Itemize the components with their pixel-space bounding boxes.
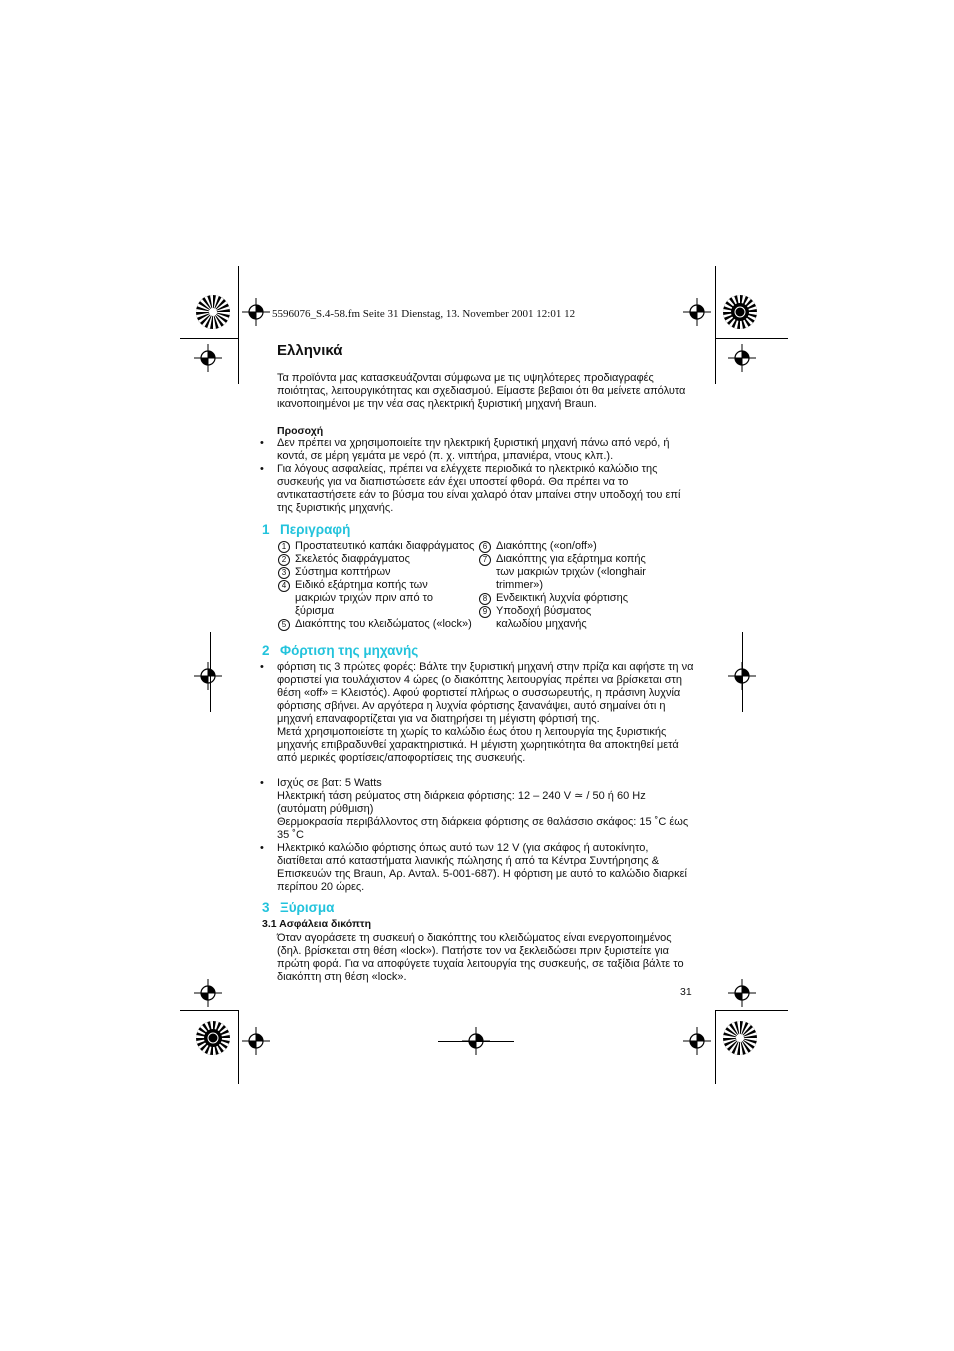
part-item: 8 Ενδεικτική λυχνία φόρτισης (479, 592, 649, 605)
registration-mark-icon (194, 979, 222, 1007)
part-item: 1 Προστατευτικό καπάκι διαφράγματος (278, 540, 483, 553)
crop-line (238, 1010, 239, 1084)
part-item: 5 Διακόπτης του κλειδώματος («lock») (278, 618, 483, 631)
color-target-icon (195, 294, 231, 330)
part-item: 6 Διακόπτης («on/off») (479, 540, 649, 553)
crop-line (715, 1010, 716, 1084)
color-target-icon (722, 294, 758, 330)
crop-line (715, 266, 716, 384)
section-heading-description: 1 Περιγραφή (262, 522, 351, 537)
registration-mark-icon (242, 298, 270, 326)
charging-item: • φόρτιση τις 3 πρώτες φορές: Βάλτε την ξυριστική μηχανή στην πρίζα και αφήστε τη να φορτιστεί για τουλάχιστον 4 ώρες (ο διακόπτης λειτουργίας πρέπει να βρίσκεται στη θέση «off» = Κλειστός). Αφού φορτιστεί πλήρως ο συσσωρευτής, η πράσινη λυχνία φόρτισης σβήνει. Αν αργότερα η λυχνία φόρτισης ξανανάψει, αυτό σημαίνει ότι η μηχανή επαναφορτίζεται για να διατηρήσει τη μέγιστη φόρτισή της. Μετά χρησιμοποιείστε τη χωρίς το καλώδιο έως ότου η λειτουργία της ξυριστικής μηχανής επιβραδυνθεί χαρακτηριστικά. Η μέγιστη χωρητικότητα θα αποκτηθεί μετά από μερικές φορτίσεις/αποφορτίσεις της συσκευής. (260, 661, 694, 764)
registration-mark-icon (194, 662, 222, 690)
parts-list-left (278, 540, 483, 631)
sub-heading-lock: 3.1 Ασφάλεια δικόπτη (262, 918, 372, 930)
bullet-marker: • (260, 437, 264, 449)
color-target-icon (195, 1020, 231, 1056)
part-item: 2 Σκελετός διαφράγματος (278, 553, 483, 566)
crop-line (180, 1010, 238, 1011)
color-target-icon (722, 1020, 758, 1056)
registration-mark-icon (462, 1027, 490, 1055)
registration-mark-icon (683, 1027, 711, 1055)
intro-paragraph: Τα προϊόντα μας κατασκευάζονται σύμφωνα με τις υψηλότερες προδιαγραφές ποιότητας, λειτουργικότητας και σχεδιασμού. Είμαστε βεβαιοι ότι θα μείνετε απόλυτα ικανοποιημένοι με την νέα σας ηλεκτρική ξυριστική μηχανή Braun. (277, 372, 686, 410)
part-item: 3 Σύστημα κοπτήρων (278, 566, 483, 579)
attention-heading: Προσοχή (277, 425, 324, 437)
registration-mark-icon (242, 1027, 270, 1055)
page-number: 31 (680, 986, 692, 998)
lock-paragraph: Όταν αγοράσετε τη συσκευή ο διακόπτης του κλειδώματος είναι ενεργοποιημένος (δηλ. βρίσκεται στη θέση «lock»). Πατήστε τον να ξεκλειδώσει πριν ξυριστείτε για πρώτη φορά. Για να αποφύγετε τυχαία λειτουργία της συσκευής, σε ταξίδια βάλτε το διακόπτη στη θέση «lock». (277, 932, 684, 983)
part-item: 7 Διακόπτης για εξάρτημα κοπής των μακριών τριχών («longhair trimmer») (479, 553, 649, 592)
attention-item: • Δεν πρέπει να χρησιμοποιείτε την ηλεκτρική ξυριστική μηχανή πάνω από νερό, ή κοντά, σε μέρη γεμάτα με νερό (π. χ. νιπτήρα, μπανιέρα, ντους κλπ.). (260, 437, 670, 462)
bullet-marker: • (260, 777, 264, 789)
bullet-marker: • (260, 661, 264, 673)
bullet-marker: • (260, 463, 264, 475)
crop-line (238, 266, 239, 384)
registration-mark-icon (728, 662, 756, 690)
registration-mark-icon (683, 298, 711, 326)
registration-mark-icon (194, 344, 222, 372)
registration-mark-icon (728, 344, 756, 372)
language-title: Ελληνικά (277, 342, 343, 359)
charging-item: • Ισχύς σε βατ: 5 Watts Ηλεκτρική τάση ρεύματος στη διάρκεια φόρτισης: 12 – 240 V ≃ / 50 ή 60 Hz (αυτόματη ρύθμιση) Θερμοκρασία περιβάλλοντος στη διάρκεια φόρτισης σε θαλάσσιο σκάφος: 15 ˚C έως 35 ˚C (260, 777, 689, 841)
section-heading-shaving: 3 Ξύρισμα (262, 900, 335, 915)
crop-line (716, 1010, 788, 1011)
crop-line (716, 338, 788, 339)
crop-line (180, 338, 238, 339)
bullet-marker: • (260, 842, 264, 854)
parts-list-right (479, 540, 649, 631)
charging-item: • Ηλεκτρικό καλώδιο φόρτισης όπως αυτό των 12 V (για σκάφος ή αυτοκίνητο, διατίθεται από καταστήματα λιανικής πώλησης ή από τα Κέντρα Συντήρησης & Επισκευών της Braun, Αρ. Ανταλ. 5-001-687). Η φόρτιση με αυτό το καλώδιο διαρκεί περίπου 20 ώρες. (260, 842, 687, 893)
attention-item: • Για λόγους ασφαλείας, πρέπει να ελέγχετε περιοδικά το ηλεκτρικό καλώδιο της συσκευής για να διαπιστώσετε εάν έχει υποστεί φθορά. Θα πρέπει να το αντικαταστήσετε εάν το βύσμα του είναι χαλαρό όταν μπαίνει στην υποδοχή του επί της ξυριστικής μηχανής. (260, 463, 681, 514)
file-info-header: 5596076_S.4-58.fm Seite 31 Dienstag, 13. November 2001 12:01 12 (272, 308, 576, 320)
section-heading-charging: 2 Φόρτιση της μηχανής (262, 643, 419, 658)
part-item: 4 Ειδικό εξάρτημα κοπής των μακριών τριχών πριν από το ξύρισμα (278, 579, 455, 618)
registration-mark-icon (728, 979, 756, 1007)
part-item: 9 Υποδοχή βύσματος καλωδίου μηχανής (479, 605, 626, 631)
